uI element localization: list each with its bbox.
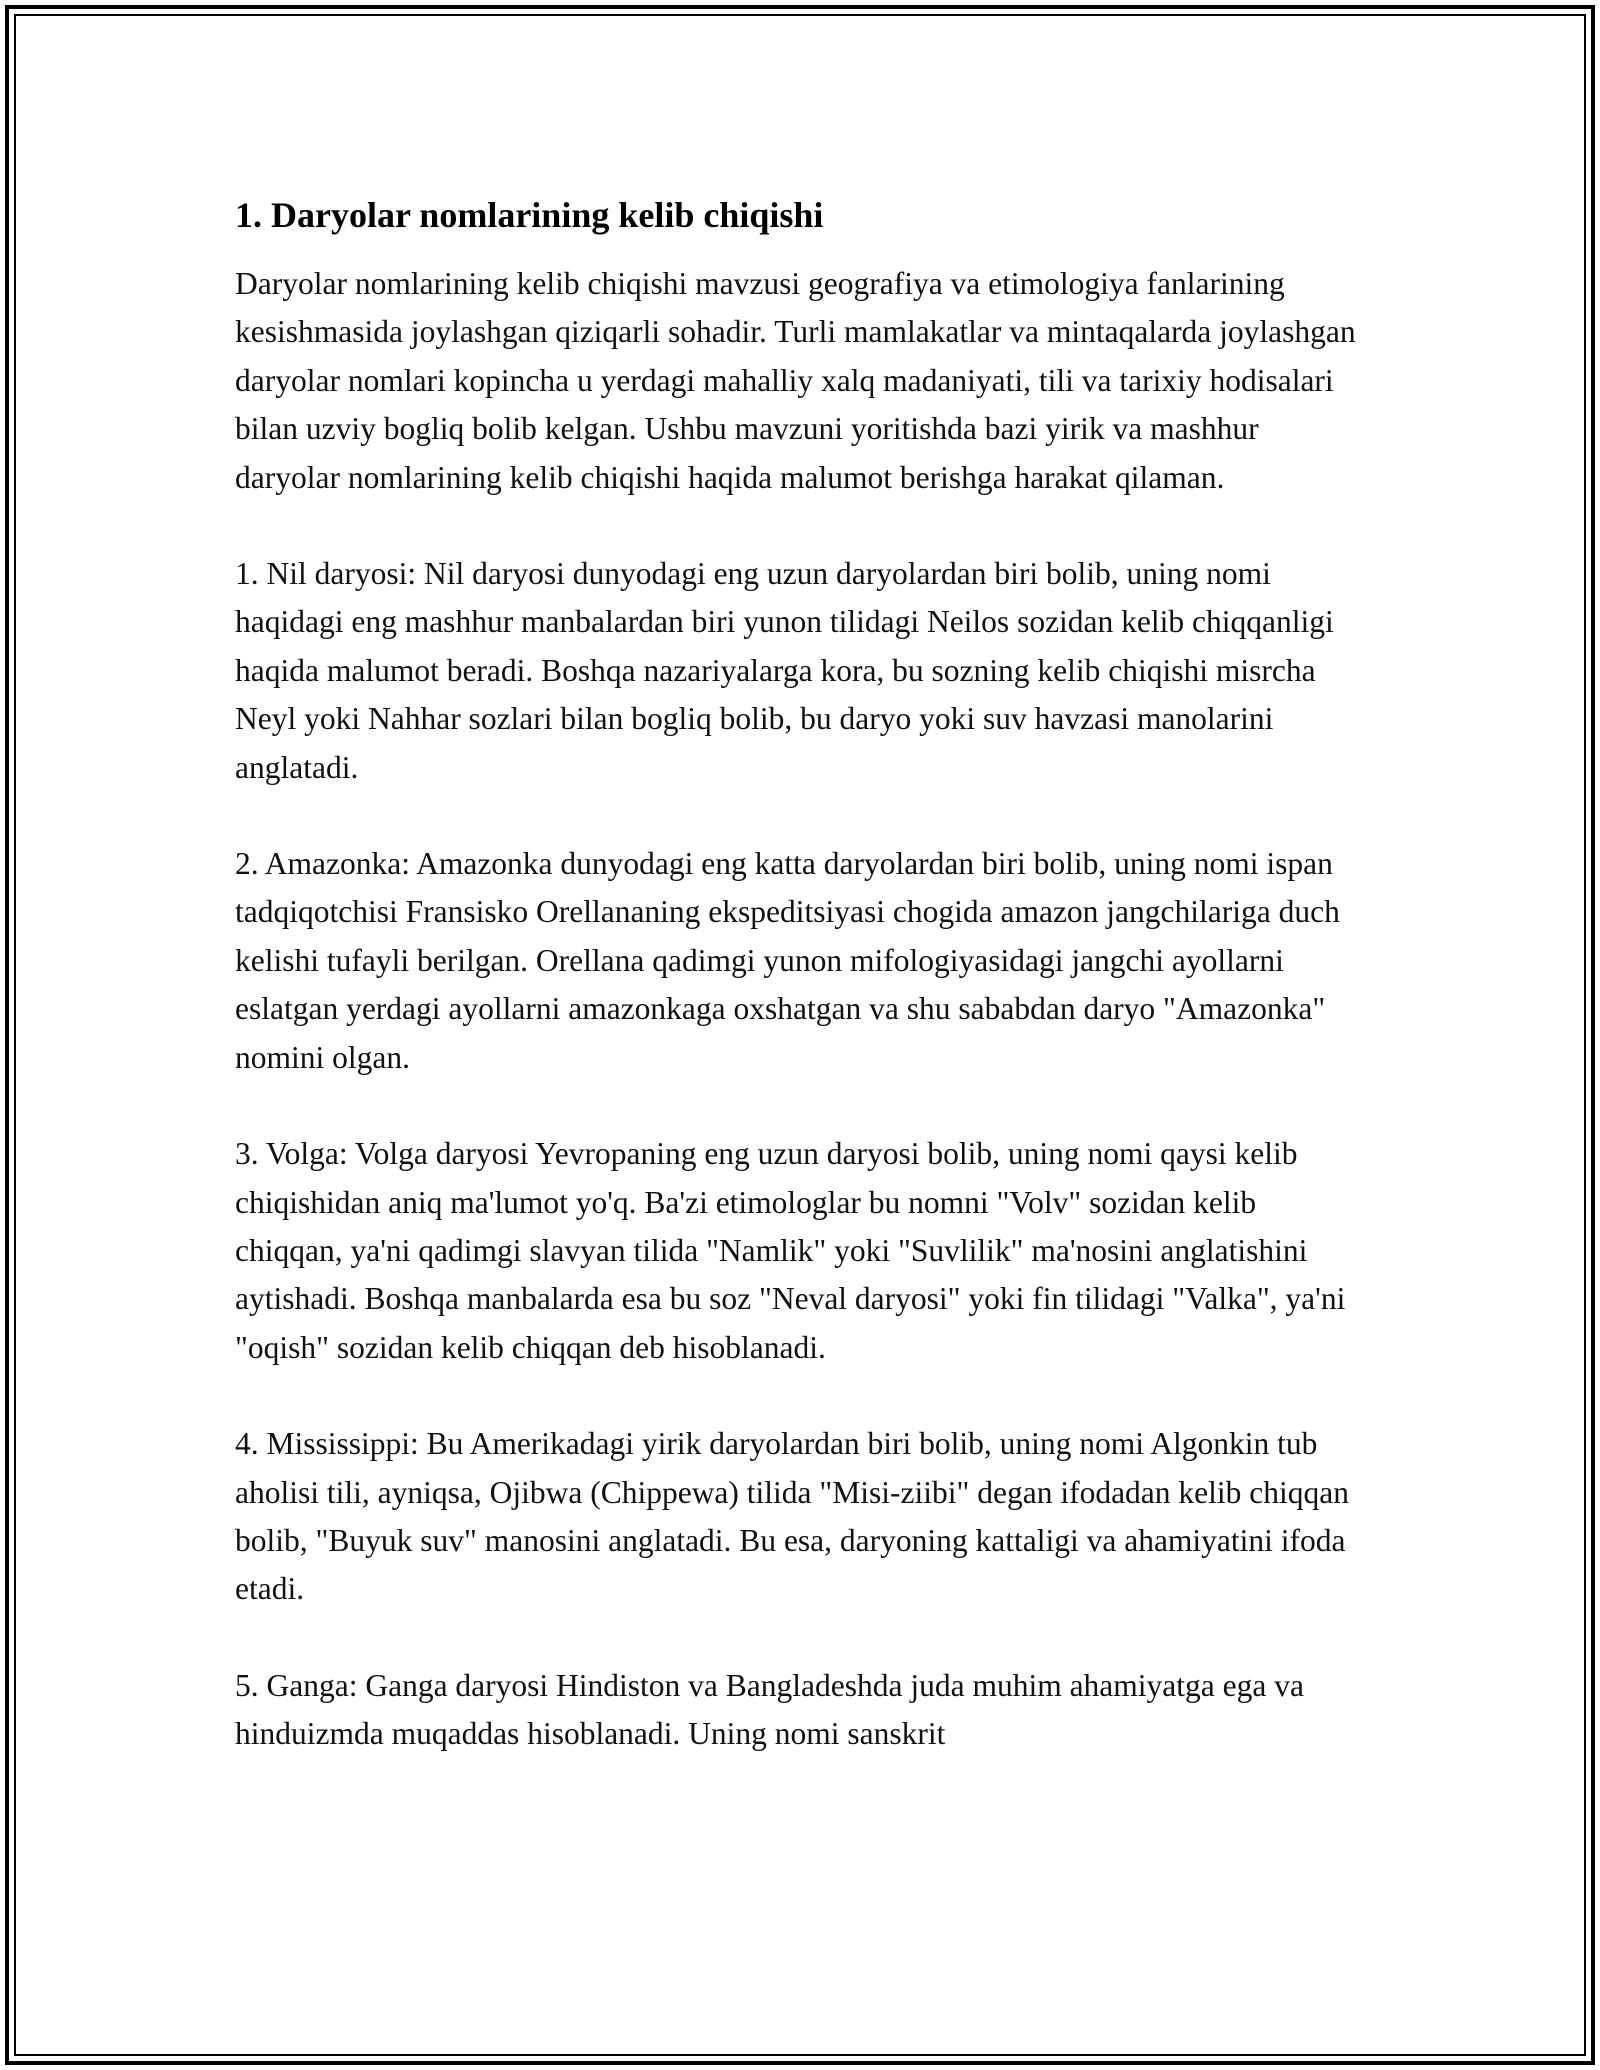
paragraph-volga: 3. Volga: Volga daryosi Yevropaning eng uzun daryosi bolib, uning nomi qaysi kelib chiqishidan aniq ma'lumot yo'q. Ba'zi etimologlar bu nomni "Volv" sozidan kelib chiqqan, ya'ni qadimgi slavyan tilida "Namlik" yoki "Suvlilik" ma'nosini anglatishini aytishadi. Boshqa manbalarda esa bu soz "Neval daryosi" yoki fin tilidagi "Valka", ya'ni "oqish" sozidan kelib chiqqan deb hisoblanadi. — [235, 1136, 1346, 1365]
paragraph-nile: 1. Nil daryosi: Nil daryosi dunyodagi eng uzun daryolardan biri bolib, uning nomi haqidagi eng mashhur manbalardan biri yunon tilidagi Neilos sozidan kelib chiqqanligi haqida malumot beradi. Boshqa nazariyalarga kora, bu sozning kelib chiqishi misrcha Neyl yoki Nahhar sozlari bilan bogliq bolib, bu daryo yoki suv havzasi manolarini anglatadi. — [235, 556, 1334, 785]
document-body — [235, 190, 1365, 1759]
section-heading: 1. Daryolar nomlarining kelib chiqishi — [235, 195, 824, 235]
intro-paragraph: Daryolar nomlarining kelib chiqishi mavzusi geografiya va etimologiya fanlarining kesishmasida joylashgan qiziqarli sohadir. Turli mamlakatlar va mintaqalarda joylashgan daryolar nomlari kopincha u yerdagi mahalliy xalq madaniyati, tili va tarixiy hodisalari bilan uzviy bogliq bolib kelgan. Ushbu mavzuni yoritishda bazi yirik va mashhur daryolar nomlarining kelib chiqishi haqida malumot berishga harakat qilaman. — [235, 266, 1356, 495]
paragraph-mississippi: 4. Mississippi: Bu Amerikadagi yirik daryolardan biri bolib, uning nomi Algonkin tub aholisi tili, ayniqsa, Ojibwa (Chippewa) tilida "Misi-ziibi" degan ifodadan kelib chiqqan bolib, "Buyuk suv" manosini anglatadi. Bu esa, daryoning kattaligi va ahamiyatini ifoda etadi. — [235, 1426, 1349, 1607]
paragraph-amazon: 2. Amazonka: Amazonka dunyodagi eng katta daryolardan biri bolib, uning nomi ispan tadqiqotchisi Fransisko Orellananing ekspeditsiyasi chogida amazon jangchilariga duch kelishi tufayli berilgan. Orellana qadimgi yunon mifologiyasidagi jangchi ayollarni eslatgan yerdagi ayollarni amazonkaga oxshatgan va shu sababdan daryo "Amazonka" nomini olgan. — [235, 846, 1340, 1075]
paragraph-ganges: 5. Ganga: Ganga daryosi Hindiston va Bangladeshda juda muhim ahamiyatga ega va hinduizmda muqaddas hisoblanadi. Uning nomi sanskrit — [235, 1667, 1304, 1752]
